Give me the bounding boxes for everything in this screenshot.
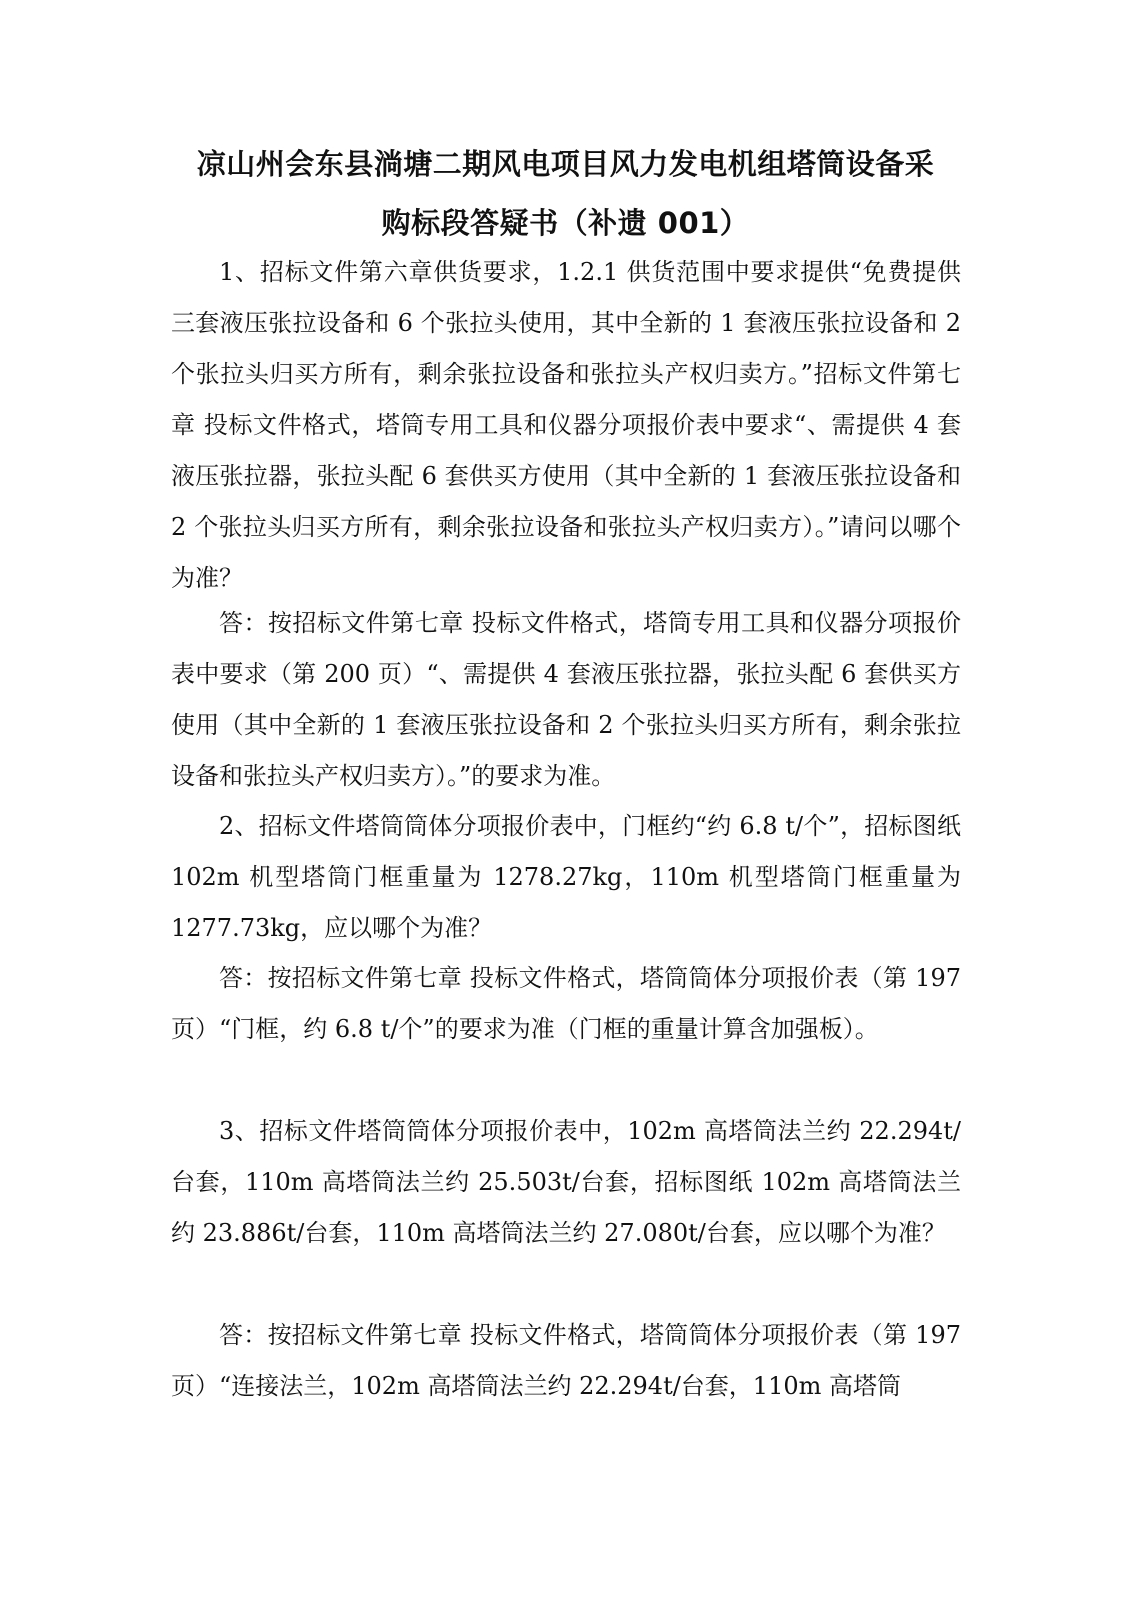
document-title-line-1: 凉山州会东县淌塘二期风电项目风力发电机组塔筒设备采 bbox=[196, 147, 935, 181]
answer-1: 答：按招标文件第七章 投标文件格式，塔筒专用工具和仪器分项报价表中要求（第 200 页）“、需提供 4 套液压张拉器，张拉头配 6 套供买方使用（其中全新的 1 套液压张拉设备和 2 个张拉头归买方所有，剩余张拉设备和张拉头产权归卖方）。”的要求为准。 bbox=[171, 609, 961, 790]
answer-3: 答：按招标文件第七章 投标文件格式，塔筒筒体分项报价表（第 197 页）“连接法兰，102m 高塔筒法兰约 22.294t/台套，110m 高塔筒 bbox=[171, 1321, 961, 1400]
question-3: 3、招标文件塔筒筒体分项报价表中，102m 高塔筒法兰约 22.294t/台套，110m 高塔筒法兰约 25.503t/台套，招标图纸 102m 高塔筒法兰约 23.886t/台套，110m 高塔筒法兰约 27.080t/台套，应以哪个为准？ bbox=[171, 1117, 961, 1247]
answer-2: 答：按招标文件第七章 投标文件格式，塔筒筒体分项报价表（第 197 页）“门框，约 6.8 t/个”的要求为准（门框的重量计算含加强板）。 bbox=[171, 964, 961, 1043]
question-1: 1、招标文件第六章供货要求，1.2.1 供货范围中要求提供“免费提供三套液压张拉设备和 6 个张拉头使用，其中全新的 1 套液压张拉设备和 2 个张拉头归买方所有，剩余张拉设备和张拉头产权归卖方。”招标文件第七章 投标文件格式，塔筒专用工具和仪器分项报价表中要求“、需提供 4 套液压张拉器，张拉头配 6 套供买方使用（其中全新的 1 套液压张拉设备和 2 个张拉头归买方所有，剩余张拉设备和张拉头产权归卖方）。”请问以哪个为准？ bbox=[171, 258, 961, 592]
document-title-line-2: 购标段答疑书（补遗 001） bbox=[381, 206, 750, 240]
question-2: 2、招标文件塔筒筒体分项报价表中，门框约“约 6.8 t/个”，招标图纸 102m 机型塔筒门框重量为 1278.27kg，110m 机型塔筒门框重量为 1277.73kg，应以哪个为准？ bbox=[171, 812, 961, 942]
